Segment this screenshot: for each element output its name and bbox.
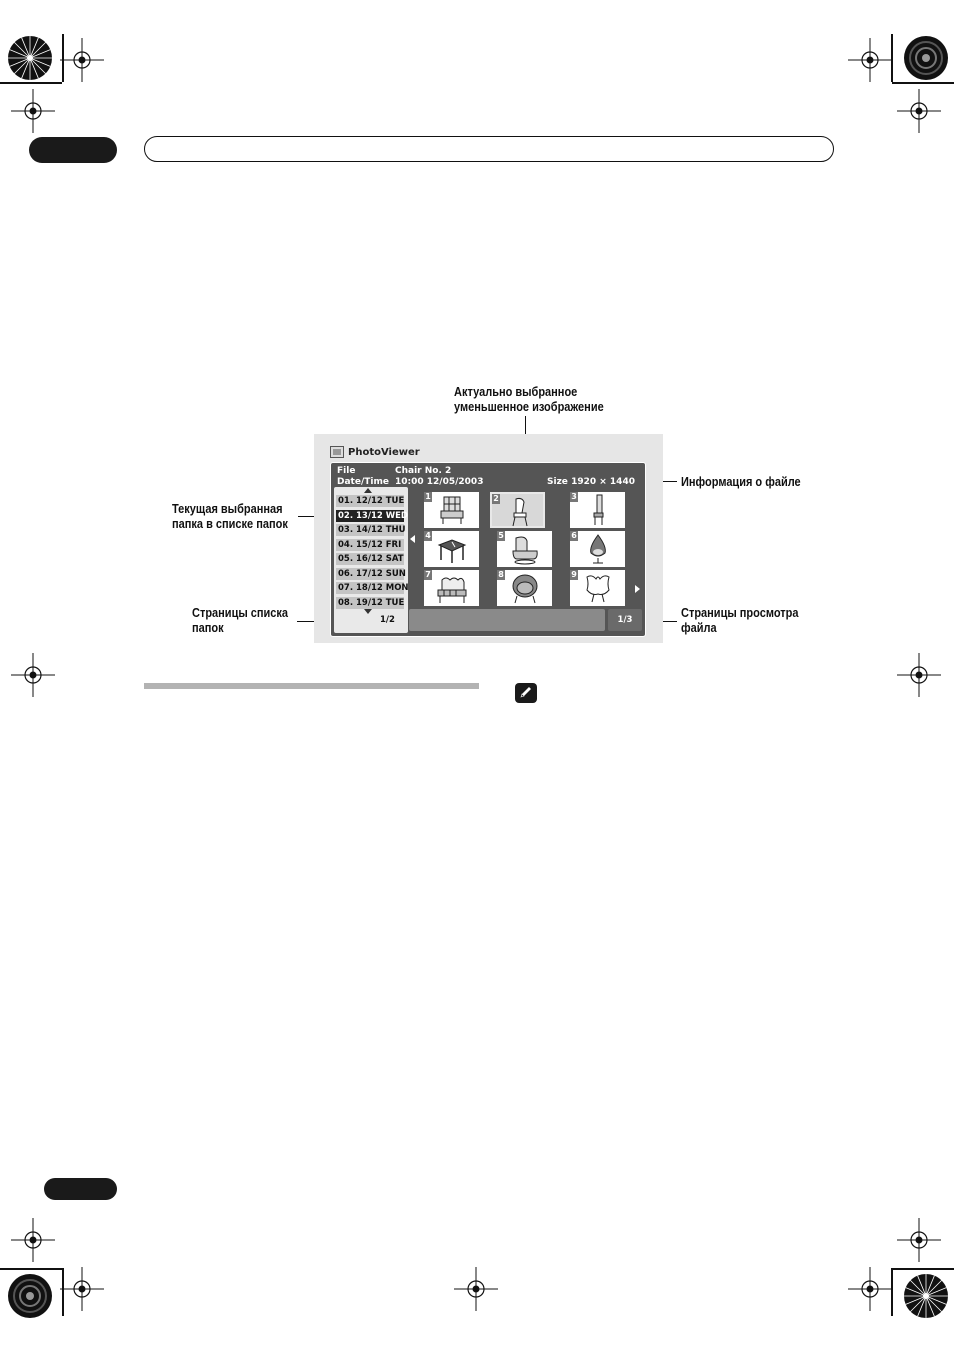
datetime-label: Date/Time bbox=[337, 477, 389, 487]
registration-circle-icon bbox=[902, 34, 950, 82]
callout-line: Актуально выбранное bbox=[454, 385, 578, 399]
thumbnail[interactable] bbox=[497, 531, 552, 567]
thumbnail-number: 2 bbox=[493, 494, 499, 503]
registration-starburst-icon bbox=[902, 1272, 950, 1320]
folder-item[interactable]: 04. 15/12 FRI bbox=[336, 539, 404, 551]
crosshair-target-icon bbox=[897, 1218, 941, 1262]
photoviewer-app-icon bbox=[330, 446, 344, 458]
folder-item[interactable]: 01. 12/12 TUE bbox=[338, 496, 405, 506]
callout-line: Страницы просмотра bbox=[681, 606, 799, 620]
crosshair-target-icon bbox=[454, 1267, 498, 1311]
tub-chair-icon bbox=[509, 572, 541, 604]
crop-line bbox=[0, 1268, 62, 1270]
file-page-indicator: 1/3 bbox=[608, 609, 642, 631]
thumbnail[interactable] bbox=[424, 531, 479, 567]
chapter-tab bbox=[29, 137, 117, 163]
butterfly-chair-icon bbox=[582, 572, 614, 604]
thumbnail-number: 5 bbox=[498, 531, 504, 540]
crosshair-target-icon bbox=[11, 89, 55, 133]
chapter-header-bar bbox=[144, 136, 834, 162]
crosshair-target-icon bbox=[897, 89, 941, 133]
callout-file-pages bbox=[681, 606, 799, 636]
folder-list bbox=[334, 487, 408, 633]
thumbnail-number: 3 bbox=[571, 492, 577, 501]
crosshair-target-icon bbox=[848, 1267, 892, 1311]
thumbnail-number: 9 bbox=[571, 570, 577, 579]
registration-circle-icon bbox=[6, 1272, 54, 1320]
table-icon bbox=[436, 533, 468, 565]
chair-icon bbox=[504, 496, 536, 528]
thumbnail-number: 4 bbox=[425, 531, 431, 540]
thumbnail[interactable] bbox=[424, 570, 479, 606]
viewer-panel bbox=[330, 462, 646, 637]
folder-item[interactable]: 07. 18/12 MON bbox=[338, 583, 409, 593]
next-page-arrow-icon[interactable] bbox=[635, 585, 640, 593]
tall-chair-icon bbox=[582, 494, 614, 526]
thumbnail-number: 7 bbox=[425, 570, 431, 579]
app-title: PhotoViewer bbox=[348, 446, 420, 458]
thumbnail-number: 1 bbox=[425, 492, 431, 501]
callout-file-info: Информация о файле bbox=[681, 475, 801, 489]
callout-line: файла bbox=[681, 621, 717, 635]
sofa-chair-icon bbox=[509, 533, 541, 565]
crosshair-target-icon bbox=[848, 38, 892, 82]
page-number-tab bbox=[44, 1178, 117, 1200]
folder-page-indicator: 1/2 bbox=[380, 615, 395, 625]
callout-line: папок bbox=[192, 621, 224, 635]
size-info bbox=[547, 477, 635, 488]
status-bar bbox=[409, 609, 605, 631]
callout-current-folder bbox=[172, 502, 288, 532]
thumbnail[interactable] bbox=[424, 492, 479, 528]
callout-line: Текущая выбранная bbox=[172, 502, 283, 516]
app-title-row bbox=[330, 444, 420, 460]
photoviewer-screen bbox=[314, 434, 663, 643]
thumbnail-number: 8 bbox=[498, 570, 504, 579]
callout-line: уменьшенное изображение bbox=[454, 400, 604, 414]
folder-item[interactable]: 05. 16/12 SAT bbox=[338, 554, 404, 564]
crosshair-target-icon bbox=[11, 653, 55, 697]
note-pencil-icon bbox=[515, 683, 537, 703]
thumbnail-number: 6 bbox=[571, 531, 577, 540]
thumbnail-selected[interactable] bbox=[490, 492, 545, 528]
folder-item[interactable]: 08. 19/12 TUE bbox=[338, 597, 405, 608]
crosshair-target-icon bbox=[60, 38, 104, 82]
folder-item[interactable]: 03. 14/12 THU bbox=[338, 525, 406, 535]
section-heading-rule bbox=[144, 683, 479, 689]
thumbnail[interactable] bbox=[570, 570, 625, 606]
callout-line: Страницы списка bbox=[192, 606, 289, 620]
file-label: File bbox=[337, 466, 356, 476]
thumbnail[interactable] bbox=[570, 531, 625, 567]
callout-folder-pages bbox=[192, 606, 288, 636]
crosshair-target-icon bbox=[11, 1218, 55, 1262]
callout-selected-thumbnail bbox=[454, 385, 604, 415]
egg-chair-icon bbox=[582, 533, 614, 565]
scroll-down-arrow-icon[interactable] bbox=[364, 609, 372, 614]
size-label: Size bbox=[547, 477, 568, 487]
crosshair-target-icon bbox=[897, 653, 941, 697]
armchair-icon bbox=[436, 494, 468, 526]
folder-item[interactable]: 06. 17/12 SUN bbox=[338, 568, 406, 579]
datetime-value: 10:00 12/05/2003 bbox=[395, 477, 484, 487]
file-name-value: Chair No. 2 bbox=[395, 466, 452, 476]
callout-line: папка в списке папок bbox=[172, 517, 288, 531]
size-value: 1920 × 1440 bbox=[571, 477, 635, 487]
folder-item-selected[interactable]: 02. 13/12 WED bbox=[338, 510, 408, 521]
crop-line bbox=[892, 82, 954, 84]
crosshair-target-icon bbox=[60, 1267, 104, 1311]
crop-line bbox=[892, 1268, 954, 1270]
thumbnail[interactable] bbox=[570, 492, 625, 528]
previous-page-arrow-icon[interactable] bbox=[410, 535, 415, 543]
thumbnail[interactable] bbox=[497, 570, 552, 606]
crop-line bbox=[0, 82, 62, 84]
bench-icon bbox=[436, 572, 468, 604]
scroll-up-arrow-icon[interactable] bbox=[364, 488, 372, 493]
registration-starburst-icon bbox=[6, 34, 54, 82]
